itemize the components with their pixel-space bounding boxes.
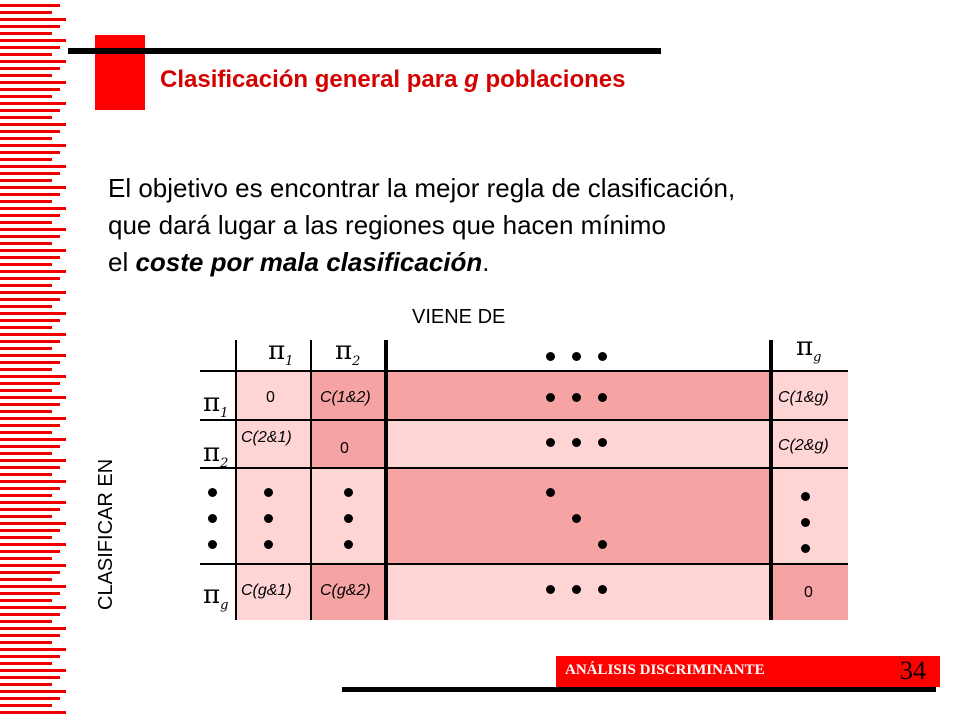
stripe-bar xyxy=(0,438,66,441)
stripe-bar xyxy=(0,368,52,371)
grid-line-v1 xyxy=(235,340,237,620)
stripe-bar xyxy=(0,67,60,70)
ellipsis-dot xyxy=(598,393,607,402)
stripe-bar xyxy=(0,480,66,483)
ellipsis-dot xyxy=(546,438,555,447)
stripe-bar xyxy=(0,32,52,35)
col-header-pi-2: $\pi_2$ xyxy=(335,336,361,370)
stripe-bar xyxy=(0,361,60,364)
stripe-bar xyxy=(0,235,60,238)
stripe-bar xyxy=(0,655,60,658)
slide-title xyxy=(160,66,626,94)
stripe-bar xyxy=(0,11,52,14)
grid-line-h2 xyxy=(200,419,848,421)
row-header-pi-2: $\pi_2$ xyxy=(203,438,229,472)
ellipsis-dot xyxy=(572,352,581,361)
stripe-bar xyxy=(0,74,52,77)
cell-r1c2: C(1&2) xyxy=(320,389,371,406)
stripe-bar xyxy=(0,606,66,609)
diagonal-dot xyxy=(546,488,555,497)
ellipsis-dot xyxy=(598,585,607,594)
grid-line-v3 xyxy=(384,340,388,620)
title-main: Clasificación general para xyxy=(160,66,465,93)
stripe-bar xyxy=(0,564,66,567)
col-header-pi-1: $\pi_1$ xyxy=(268,336,294,370)
stripe-bar xyxy=(0,529,60,532)
vertical-dot xyxy=(264,488,273,497)
vertical-dot xyxy=(801,518,810,527)
stripe-bar xyxy=(0,39,66,42)
stripe-bar xyxy=(0,487,60,490)
stripe-bar xyxy=(0,221,52,224)
stripe-bar xyxy=(0,4,60,7)
stripe-bar xyxy=(0,578,52,581)
stripe-bar xyxy=(0,60,66,63)
stripe-bar xyxy=(0,704,52,707)
footer-label: ANÁLISIS DISCRIMINANTE xyxy=(565,662,765,678)
stripe-bar xyxy=(0,627,66,630)
stripe-bar xyxy=(0,375,66,378)
body-line-3 xyxy=(108,244,908,281)
stripe-bar xyxy=(0,683,52,686)
vertical-dot xyxy=(208,488,217,497)
stripe-bar xyxy=(0,109,60,112)
stripe-bar xyxy=(0,501,66,504)
stripe-bar xyxy=(0,319,60,322)
stripe-bar xyxy=(0,228,66,231)
stripe-bar xyxy=(0,18,66,21)
stripe-bar xyxy=(0,186,66,189)
stripe-bar xyxy=(0,515,52,518)
stripe-bar xyxy=(0,543,66,546)
title-variable: g xyxy=(464,66,479,93)
ellipsis-dot xyxy=(572,393,581,402)
stripe-bar xyxy=(0,53,52,56)
row-header-pi-1: $\pi_1$ xyxy=(203,388,229,422)
stripe-bar xyxy=(0,634,60,637)
stripe-bar xyxy=(0,116,52,119)
stripe-bar xyxy=(0,431,52,434)
stripe-bar xyxy=(0,46,60,49)
ellipsis-dot xyxy=(598,438,607,447)
stripe-bar xyxy=(0,214,60,217)
col-header-pi-g: $\pi_g$ xyxy=(796,332,822,366)
stripe-bar xyxy=(0,459,66,462)
stripe-bar xyxy=(0,158,52,161)
stripe-bar xyxy=(0,417,66,420)
grid-line-v4 xyxy=(769,340,773,620)
stripe-bar xyxy=(0,410,52,413)
stripe-bar xyxy=(0,403,60,406)
stripe-bar xyxy=(0,550,60,553)
stripe-bar xyxy=(0,473,52,476)
stripe-bar xyxy=(0,207,66,210)
vertical-dot xyxy=(344,540,353,549)
diagonal-dot xyxy=(598,540,607,549)
stripe-bar xyxy=(0,200,52,203)
stripe-bar xyxy=(0,333,66,336)
stripe-bar xyxy=(0,165,66,168)
stripe-bar xyxy=(0,88,60,91)
stripe-bar xyxy=(0,263,52,266)
stripe-bar xyxy=(0,102,66,105)
grid-line-h1 xyxy=(200,370,848,372)
vertical-dot xyxy=(208,540,217,549)
stripe-bar xyxy=(0,249,66,252)
stripe-bar xyxy=(0,312,66,315)
grid-line-h3 xyxy=(200,467,848,469)
stripe-bar xyxy=(0,277,60,280)
stripe-bar xyxy=(0,424,60,427)
grid-line-v2 xyxy=(310,340,312,620)
stripe-bar xyxy=(0,151,60,154)
stripe-bar xyxy=(0,522,66,525)
body-paragraph xyxy=(108,170,908,281)
stripe-bar xyxy=(0,179,52,182)
cell-rgc1: C(g&1) xyxy=(241,582,292,599)
stripe-bar xyxy=(0,340,60,343)
ellipsis-dot xyxy=(546,393,555,402)
stripe-bar xyxy=(0,445,60,448)
cell-r1cg: C(1&g) xyxy=(778,389,829,406)
stripe-bar xyxy=(0,620,52,623)
stripe-bar xyxy=(0,298,60,301)
body-emphasis: coste por mala clasificación xyxy=(135,247,483,277)
stripe-bar xyxy=(0,291,66,294)
stripe-bar xyxy=(0,256,60,259)
vertical-dot xyxy=(344,514,353,523)
stripe-bar xyxy=(0,172,60,175)
vertical-dot xyxy=(801,544,810,553)
stripe-bar xyxy=(0,137,52,140)
footer-rule xyxy=(342,687,936,692)
cell-r2c2: 0 xyxy=(340,440,349,457)
stripe-bar xyxy=(0,662,52,665)
stripe-bar xyxy=(0,382,60,385)
vertical-dot xyxy=(801,492,810,501)
stripe-bar xyxy=(0,81,66,84)
ellipsis-dot xyxy=(572,585,581,594)
cell-bg-r3c1 xyxy=(236,468,311,564)
decorative-stripes xyxy=(0,0,70,720)
title-rule xyxy=(68,48,661,54)
title-accent-block xyxy=(95,35,145,110)
ellipsis-dot xyxy=(546,352,555,361)
stripe-bar xyxy=(0,284,52,287)
stripe-bar xyxy=(0,123,66,126)
body-line-2: que dará lugar a las regiones que hacen mínimo xyxy=(108,210,666,240)
ellipsis-dot xyxy=(572,438,581,447)
cell-rgc2: C(g&2) xyxy=(320,582,371,599)
stripe-bar xyxy=(0,536,52,539)
diagonal-dot xyxy=(572,514,581,523)
body-line-3-prefix: el xyxy=(108,247,136,277)
stripe-bar xyxy=(0,396,66,399)
stripe-bar xyxy=(0,494,52,497)
stripe-bar xyxy=(0,144,66,147)
cell-r2cg: C(2&g) xyxy=(778,437,829,454)
title-end: poblaciones xyxy=(478,66,626,93)
row-header-pi-g: $\pi_g$ xyxy=(203,580,229,614)
cell-r1c1: 0 xyxy=(266,389,275,406)
vertical-dot xyxy=(264,514,273,523)
stripe-bar xyxy=(0,697,60,700)
stripe-bar xyxy=(0,452,52,455)
stripe-bar xyxy=(0,599,52,602)
column-header: VIENE DE xyxy=(412,306,506,328)
stripe-bar xyxy=(0,585,66,588)
stripe-bar xyxy=(0,466,60,469)
stripe-bar xyxy=(0,508,60,511)
stripe-bar xyxy=(0,326,52,329)
stripe-bar xyxy=(0,711,66,714)
stripe-bar xyxy=(0,690,66,693)
row-header: CLASIFICAR EN xyxy=(95,458,117,610)
stripe-bar xyxy=(0,669,66,672)
body-line-3-suffix: . xyxy=(482,247,490,277)
stripe-bar xyxy=(0,95,52,98)
vertical-dot xyxy=(264,540,273,549)
stripe-bar xyxy=(0,347,52,350)
vertical-dot xyxy=(208,514,217,523)
stripe-bar xyxy=(0,270,66,273)
stripe-bar xyxy=(0,592,60,595)
vertical-dot xyxy=(344,488,353,497)
stripe-bar xyxy=(0,571,60,574)
stripe-bar xyxy=(0,557,52,560)
stripe-bar xyxy=(0,25,60,28)
stripe-bar xyxy=(0,641,52,644)
stripe-bar xyxy=(0,389,52,392)
stripe-bar xyxy=(0,305,52,308)
stripe-bar xyxy=(0,193,60,196)
ellipsis-dot xyxy=(598,352,607,361)
body-line-1: El objetivo es encontrar la mejor regla de clasificación, xyxy=(108,173,736,203)
stripe-bar xyxy=(0,130,60,133)
grid-line-h4 xyxy=(200,563,848,565)
stripe-bar xyxy=(0,613,60,616)
cell-r2c1: C(2&1) xyxy=(241,429,292,446)
stripe-bar xyxy=(0,676,60,679)
page-number: 34 xyxy=(900,656,926,685)
stripe-bar xyxy=(0,648,66,651)
ellipsis-dot xyxy=(546,585,555,594)
stripe-bar xyxy=(0,354,66,357)
stripe-bar xyxy=(0,242,52,245)
cell-rgcg: 0 xyxy=(804,584,813,601)
